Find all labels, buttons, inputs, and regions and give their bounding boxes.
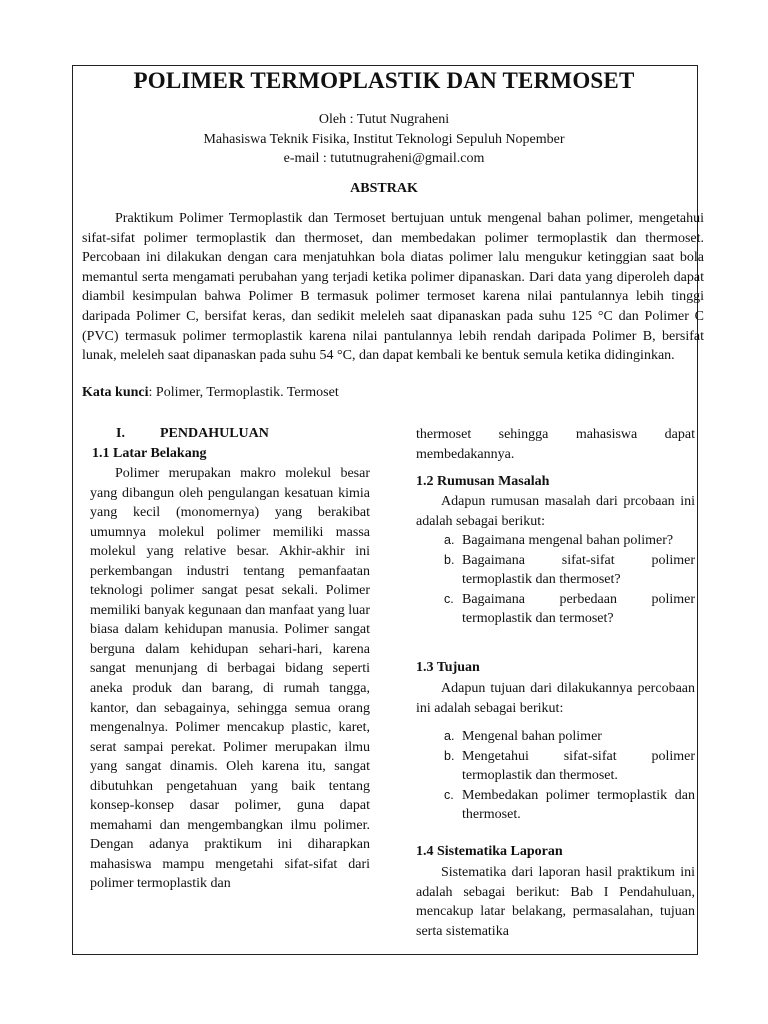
paper-title: POLIMER TERMOPLASTIK DAN TERMOSET	[133, 68, 635, 93]
subsection-heading-rumusan-masalah: 1.2 Rumusan Masalah	[416, 474, 550, 489]
tujuan-intro-block	[416, 679, 695, 718]
list-marker: b.	[444, 748, 455, 763]
subsection-heading-sistematika: 1.4 Sistematika Laporan	[416, 844, 563, 859]
left-column	[90, 464, 370, 894]
affiliation-line: Mahasiswa Teknik Fisika, Institut Teknologi Sepuluh Nopember	[203, 132, 565, 147]
list-item-text: Mengenal bahan polimer	[462, 729, 602, 744]
list-item-text: Bagaimana perbedaan polimer termoplastik dan termoset?	[462, 591, 695, 627]
rumusan-intro: Adapun rumusan masalah dari prcobaan ini adalah sebagai berikut:	[416, 494, 695, 529]
section-title: PENDAHULUAN	[160, 426, 269, 441]
list-item-text: Bagaimana sifat-sifat polimer termoplastik dan thermoset?	[462, 552, 695, 588]
list-item-text: Bagaimana mengenal bahan polimer?	[462, 533, 674, 548]
sistematika-block	[416, 863, 695, 941]
subsection-heading-tujuan: 1.3 Tujuan	[416, 660, 480, 675]
keywords	[82, 385, 339, 401]
latar-belakang-continued: thermoset sehingga mahasiswa dapat membedakannya.	[416, 427, 695, 462]
list-item	[416, 727, 695, 747]
tujuan-list	[416, 727, 695, 825]
abstract-heading: ABSTRAK	[350, 181, 418, 196]
keywords-label: Kata kunci	[82, 385, 149, 400]
latar-belakang-text: Polimer merupakan makro molekul besar yang dibangun oleh pengulangan kesatuan kimia yang kecil (monomernya) yang berakibat umumnya molekul polimer memiliki massa molekul yang relative besar. Akhir-akhir ini perkembangan industri tentang pemanfaatan teknologi polimer sangat pesat sekali. Polimer memiliki banyak kegunaan dan manfaat yang luar biasa dalam kehidupan manusia. Polimer sangat berguna dalam kehidupan sehari-hari, karena sangat menunjang di berbagai bidang seperti aneka produk dan barang, di rumah tangga, kantor, dan sebagainya, sehingga semua orang mengenalnya. Polimer mencakup plastic, karet, serat sampai perekat. Polimer merupakan ilmu yang sangat dinamis. Oleh karena itu, sangat dibutuhkan pengetahuan yang baik tentang konsep-konsep dasar polimer, guna dapat memahami dan mengembangkan ilmu polimer. Dengan adanya praktikum ini diharapkan mahasiswa mampu mengetahi sifat-sifat dari polimer termoplastik dan	[90, 466, 370, 892]
list-item-text: Mengetahui sifat-sifat polimer termoplastik dan thermoset.	[462, 748, 695, 784]
list-marker: c.	[444, 787, 454, 802]
list-marker: a.	[444, 533, 455, 547]
section-heading-pendahuluan	[116, 426, 269, 442]
rumusan-intro-block	[416, 492, 695, 531]
list-item-text: Membedakan polimer termoplastik dan thermoset.	[462, 787, 695, 823]
rumusan-list	[416, 531, 695, 629]
list-marker: c.	[444, 591, 454, 606]
section-number: I.	[116, 426, 125, 441]
list-item	[416, 531, 695, 551]
subsection-heading-latar-belakang: 1.1 Latar Belakang	[92, 446, 207, 461]
list-marker: b.	[444, 552, 455, 567]
list-item	[416, 747, 695, 786]
sistematika-text: Sistematika dari laporan hasil praktikum ini adalah sebagai berikut: Bab I Pendahuluan, mencakup latar belakang, permasalahan, tujuan serta sistematika	[416, 865, 695, 939]
list-item	[416, 551, 695, 590]
tujuan-intro: Adapun tujuan dari dilakukannya percobaan ini adalah sebagai berikut:	[416, 681, 695, 716]
email-line: e-mail : tututnugraheni@gmail.com	[283, 151, 485, 166]
abstract-text: Praktikum Polimer Termoplastik dan Termoset bertujuan untuk mengenal bahan polimer, mengetahui sifat-sifat polimer termoplastik dan thermoset, dan membedakan polimer termoplastik dan thermoset. Percobaan ini dilakukan dengan cara menjatuhkan bola diatas polimer lalu mengukur ketinggian saat bola memantul serta mengamati perubahan yang terjadi ketika polimer dipanaskan. Dari data yang diperoleh dapat diambil kesimpulan bahwa Polimer B termasuk polimer termoset karena nilai pantulannya lebih tinggi daripada Polimer C, bersifat keras, dan sedikit meleleh saat dipanaskan pada suhu 125 °C dan Polimer C (PVC) termasuk polimer termoplastik karena nilai pantulannya lebih rendah daripada Polimer B, bersifat lunak, meleleh saat dipanaskan pada suhu 54 °C, dan dapat kembali ke bentuk semula ketika didinginkan.	[82, 211, 704, 364]
author-line: Oleh : Tutut Nugraheni	[318, 112, 450, 127]
list-item	[416, 590, 695, 629]
list-item	[416, 786, 695, 825]
right-column-continuation	[416, 425, 695, 464]
keywords-text: : Polimer, Termoplastik. Termoset	[148, 385, 339, 400]
list-marker: a.	[444, 729, 455, 743]
